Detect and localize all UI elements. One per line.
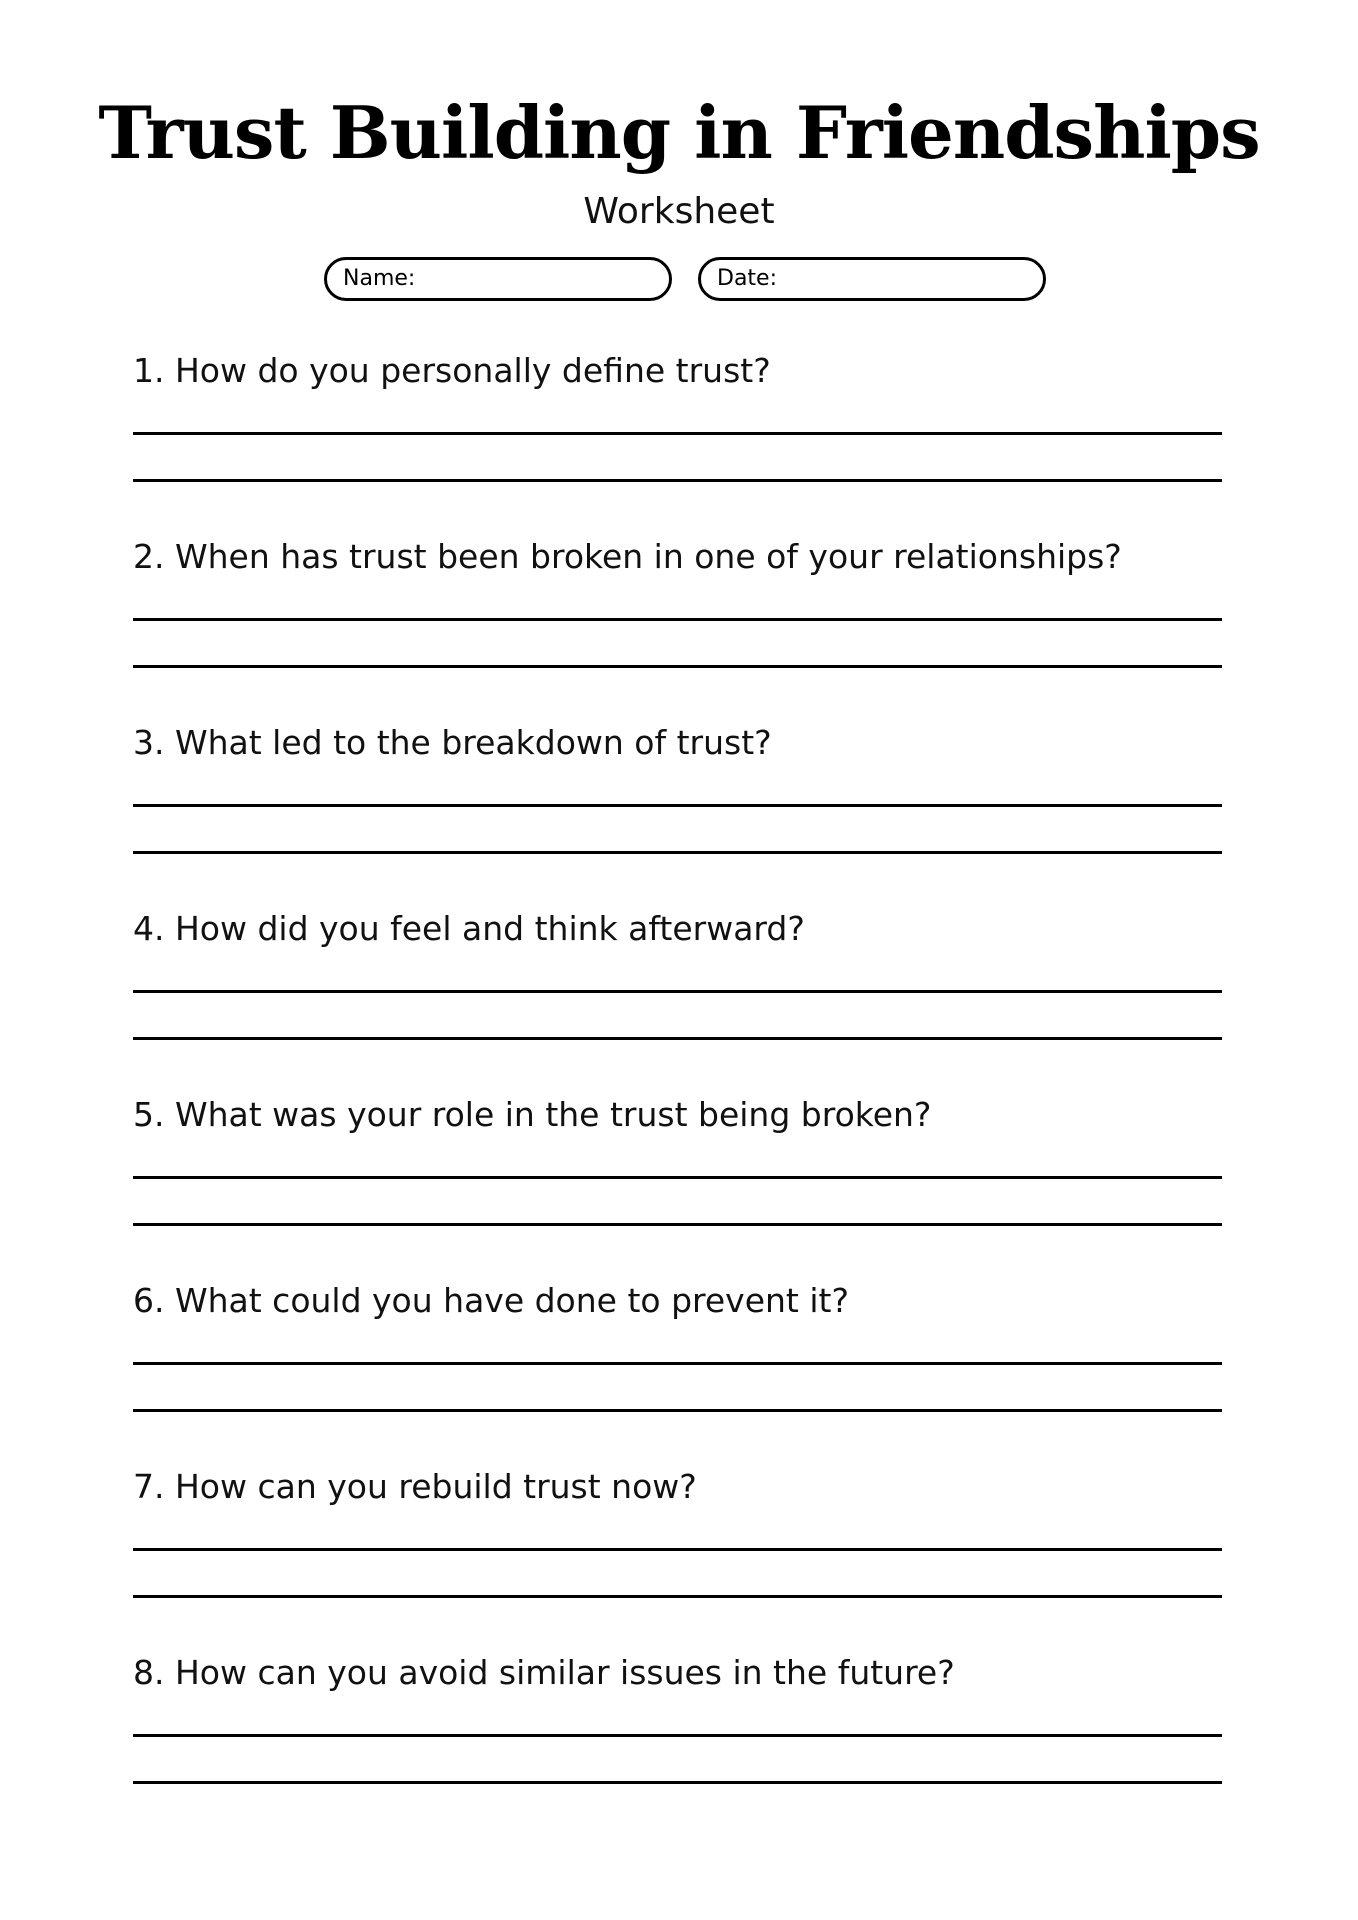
answer-line[interactable] [133,1223,1222,1226]
question-4: 4. How did you feel and think afterward? [133,909,805,948]
answer-line[interactable] [133,1176,1222,1179]
worksheet-title: Trust Building in Friendships [98,90,1260,175]
answer-line[interactable] [133,1409,1222,1412]
answer-line[interactable] [133,432,1222,435]
answer-line[interactable] [133,1595,1222,1598]
question-3: 3. What led to the breakdown of trust? [133,723,772,762]
worksheet-subtitle: Worksheet [583,191,775,232]
answer-line[interactable] [133,851,1222,854]
question-1: 1. How do you personally define trust? [133,351,771,390]
question-2: 2. When has trust been broken in one of your relationships? [133,537,1122,576]
question-8: 8. How can you avoid similar issues in the future? [133,1653,955,1692]
answer-line[interactable] [133,1781,1222,1784]
answer-line[interactable] [133,479,1222,482]
question-5: 5. What was your role in the trust being broken? [133,1095,932,1134]
date-field-label: Date: [717,266,777,291]
answer-line[interactable] [133,1037,1222,1040]
answer-line[interactable] [133,1734,1222,1737]
answer-line[interactable] [133,990,1222,993]
date-field[interactable] [698,257,1046,301]
answer-line[interactable] [133,1548,1222,1551]
question-6: 6. What could you have done to prevent it? [133,1281,849,1320]
question-7: 7. How can you rebuild trust now? [133,1467,697,1506]
answer-line[interactable] [133,804,1222,807]
name-field-label: Name: [343,266,416,291]
answer-line[interactable] [133,1362,1222,1365]
answer-line[interactable] [133,618,1222,621]
answer-line[interactable] [133,665,1222,668]
name-field[interactable] [324,257,672,301]
